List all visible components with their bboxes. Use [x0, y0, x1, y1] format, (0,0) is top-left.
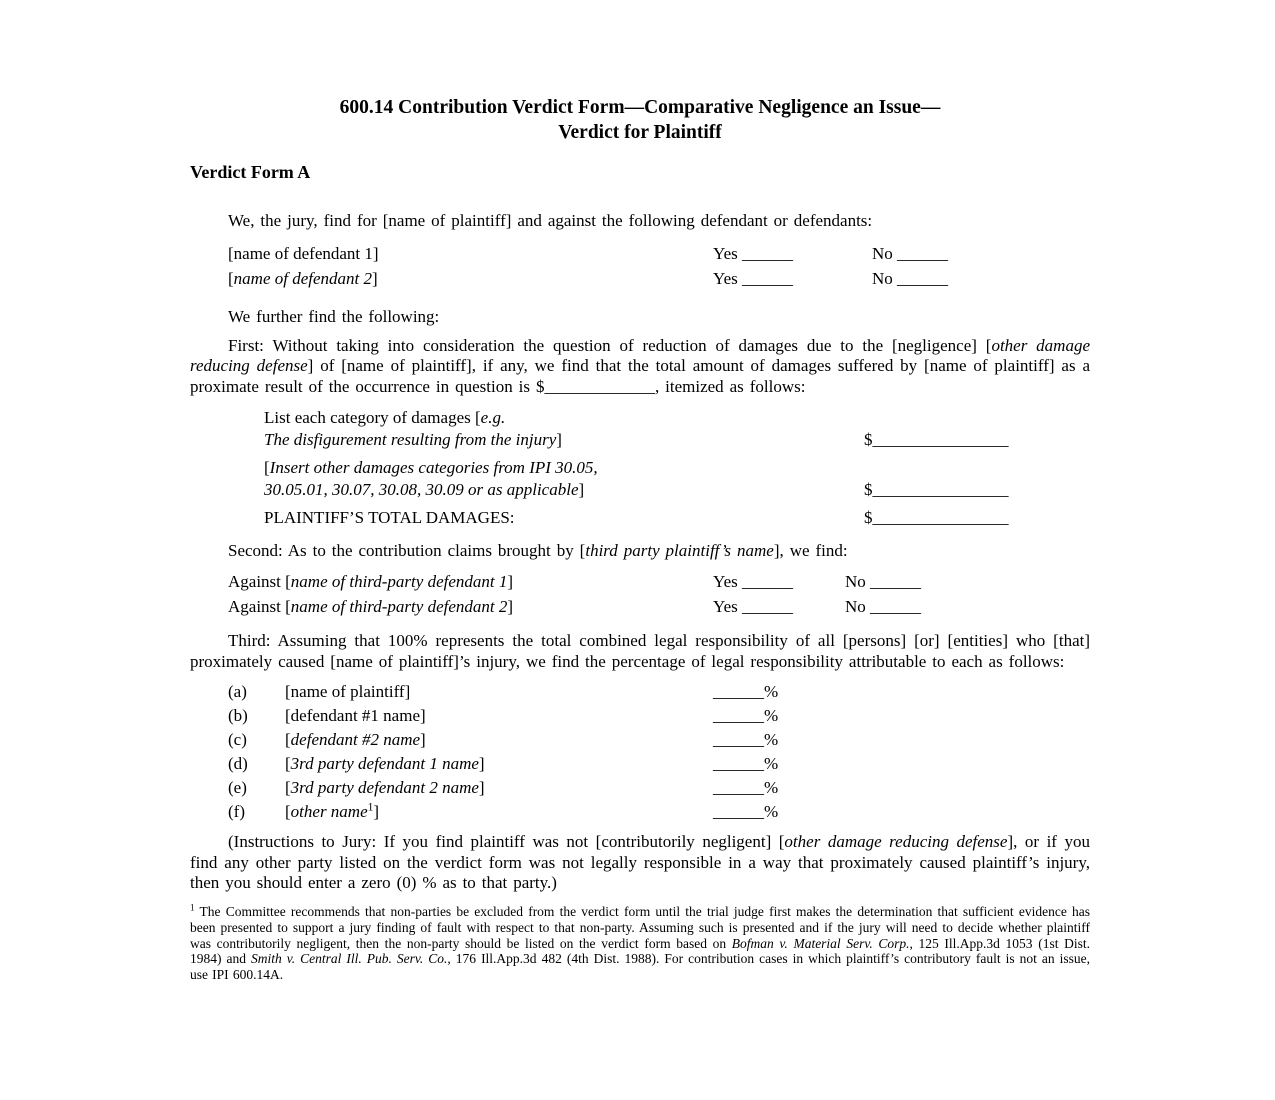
defendant-row-1	[190, 241, 1090, 266]
responsibility-allocation-list	[190, 680, 1090, 824]
allocation-row-f	[190, 800, 1090, 824]
allocation-percent-blank: ______%	[713, 778, 779, 798]
damage-item-other-categories	[264, 457, 1090, 500]
defendant-1-label: [name of defendant 1]	[228, 244, 379, 264]
footnote-paragraph: $^1$ The Committee recommends that non-parties be excluded from the verdict form until the trial judge first makes the determination that sufficient evidence has been presented to support a jury finding of fault with respect to that non-party. Assuming such is presented and if the jury will need to decide whether plaintiff was contributorily negligent, then the non-party should be listed on the verdict form based on Bofman v. Material Serv. Corp., 125 Ill.App.3d 1053 (1st Dist. 1984) and Smith v. Central Ill. Pub. Serv. Co., 176 Ill.App.3d 482 (4th Dist. 1988). For contribution cases in which plaintiff’s contributory fault is not an issue, use IPI 600.14A.	[190, 902, 1090, 983]
against-1-no-blank: No ______	[845, 572, 922, 592]
document-content	[190, 96, 1090, 983]
against-1-label: Against [name of third-party defendant 1]	[228, 572, 514, 592]
allocation-percent-blank: ______%	[713, 730, 779, 750]
damage-amount-blank: $________________	[864, 479, 1009, 499]
against-1-yes-blank: Yes ______	[713, 572, 793, 592]
allocation-label: [3rd party defendant 1 name]	[285, 754, 485, 774]
allocation-row-e	[190, 776, 1090, 800]
damage-item-text	[264, 457, 824, 500]
damages-itemization-block	[190, 407, 1090, 529]
damage-line: PLAINTIFF’S TOTAL DAMAGES:	[264, 508, 515, 528]
defendant-1-yes-blank: Yes ______	[713, 244, 793, 264]
intro-paragraph: We, the jury, find for [name of plaintiff] and against the following defendant or defendants:	[228, 210, 873, 230]
further-finding-line: We further find the following:	[228, 307, 440, 327]
title-line-2: Verdict for Plaintiff	[558, 121, 722, 143]
allocation-row-a	[190, 680, 1090, 704]
second-finding-paragraph: Second: As to the contribution claims brought by [third party plaintiff’s name], we find:	[228, 540, 848, 560]
defendant-2-no-blank: No ______	[872, 269, 949, 289]
defendant-2-yes-blank: Yes ______	[713, 269, 793, 289]
defendant-1-no-blank: No ______	[872, 244, 949, 264]
against-2-yes-blank: Yes ______	[713, 597, 793, 617]
verdict-form-a-heading: Verdict Form A	[190, 161, 311, 182]
allocation-key: (f)	[228, 802, 245, 822]
allocation-key: (b)	[228, 706, 248, 726]
document-title	[190, 96, 1090, 146]
allocation-key: (d)	[228, 754, 248, 774]
title-line-1: 600.14 Contribution Verdict Form—Comparative Negligence an Issue—	[339, 97, 941, 118]
damage-item-text	[264, 507, 824, 529]
damage-line: The disfigurement resulting from the injury]	[264, 429, 562, 449]
allocation-percent-blank: ______%	[713, 682, 779, 702]
allocation-label: [defendant #2 name]	[285, 730, 426, 750]
defendant-row-2	[190, 266, 1090, 291]
against-2-label: Against [name of third-party defendant 2]	[228, 597, 514, 617]
damage-amount-blank: $________________	[864, 429, 1009, 449]
allocation-percent-blank: ______%	[713, 706, 779, 726]
against-row-2	[190, 594, 1090, 619]
allocation-row-c	[190, 728, 1090, 752]
against-2-no-blank: No ______	[845, 597, 922, 617]
allocation-label: [name of plaintiff]	[285, 682, 411, 702]
jury-instructions-paragraph: (Instructions to Jury: If you find plaintiff was not [contributorily negligent] [other damage reducing defense], or if you find any other party listed on the verdict form was not legally responsible in a way that proximately caused plaintiff’s injury, then you should enter a zero (0) % as to that party.)	[190, 832, 1090, 893]
first-finding-paragraph: First: Without taking into consideration the question of reduction of damages due to the [negligence] [other damage reducing defense] of [name of plaintiff], if any, we find that the total amount of damages suffered by [name of plaintiff] as a proximate result of the occurrence in question is $_____________, itemized as follows:	[190, 335, 1090, 396]
allocation-key: (e)	[228, 778, 247, 798]
third-finding-paragraph: Third: Assuming that 100% represents the total combined legal responsibility of all [persons] [or] [entities] who [that] proximately caused [name of plaintiff]’s injury, we find the percentage of legal responsibility attributable to each as follows:	[190, 631, 1090, 671]
allocation-percent-blank: ______%	[713, 754, 779, 774]
allocation-row-b	[190, 704, 1090, 728]
allocation-key: (c)	[228, 730, 247, 750]
contribution-claim-rows	[190, 569, 1090, 619]
allocation-label: [defendant #1 name]	[285, 706, 426, 726]
allocation-key: (a)	[228, 682, 247, 702]
allocation-label: [3rd party defendant 2 name]	[285, 778, 485, 798]
allocation-label: [other name$^1$]	[285, 800, 380, 822]
damage-item-categories	[264, 407, 1090, 450]
allocation-row-d	[190, 752, 1090, 776]
damage-line: 30.05.01, 30.07, 30.08, 30.09 or as applicable]	[264, 479, 585, 499]
against-row-1	[190, 569, 1090, 594]
damage-line: List each category of damages [e.g.	[264, 408, 506, 428]
damage-item-total	[264, 507, 1090, 529]
defendant-verdict-rows	[190, 241, 1090, 291]
allocation-percent-blank: ______%	[713, 802, 779, 822]
defendant-2-label: [name of defendant 2]	[228, 269, 378, 289]
damage-line: [Insert other damages categories from IPI 30.05,	[264, 458, 598, 478]
damage-amount-blank: $________________	[864, 508, 1009, 528]
damage-item-text	[264, 407, 824, 450]
